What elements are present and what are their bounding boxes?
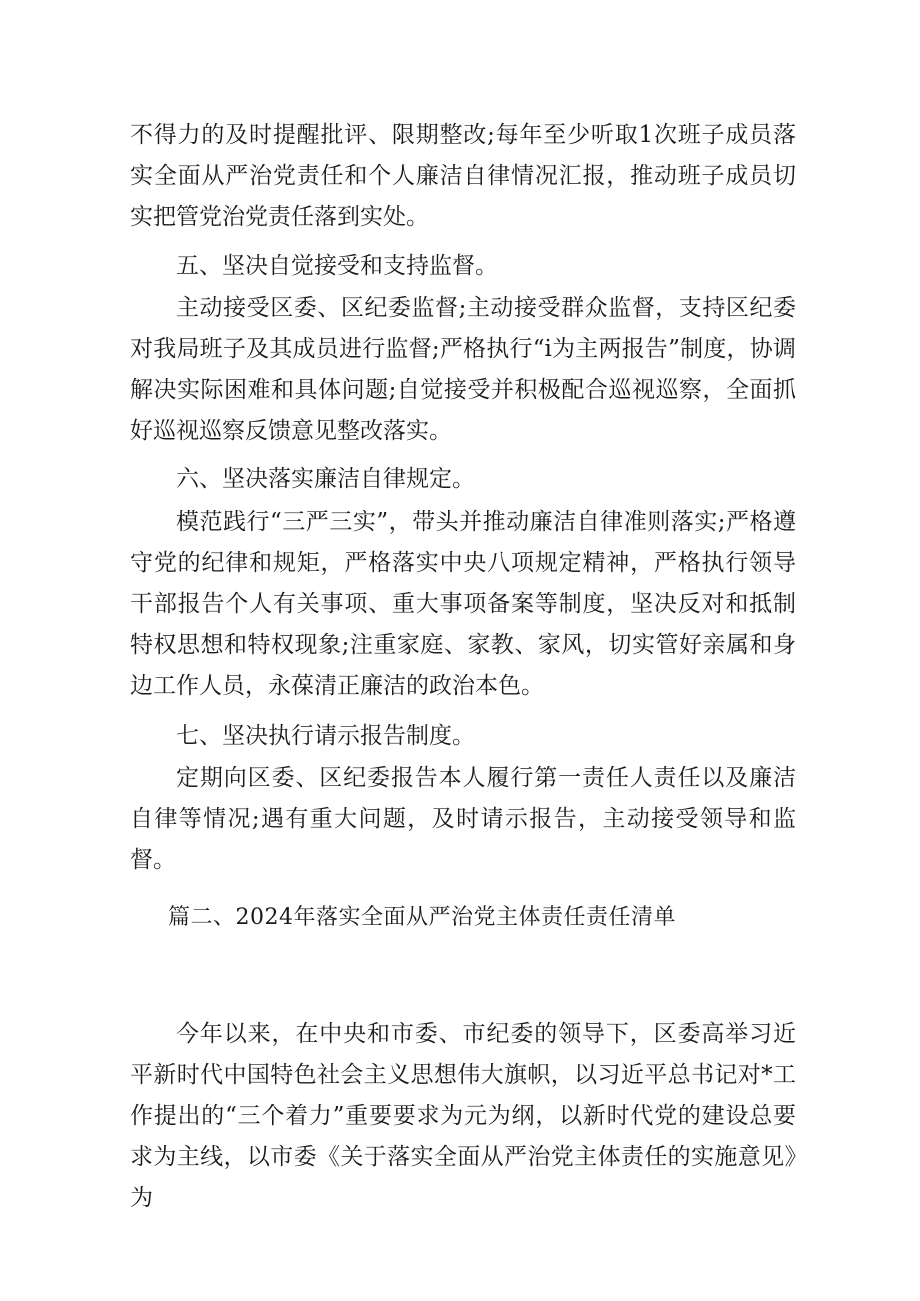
section-title: 篇二、2024年落实全面从严治党主体责任责任清单 bbox=[168, 905, 676, 930]
paragraph-item-7: 定期向区委、区纪委报告本人履行第一责任人责任以及廉洁自律等情况;遇有重大问题，及时请示报告，主动接受领导和监督。 bbox=[130, 765, 796, 873]
heading-item-6: 六、坚决落实廉洁自律规定。 bbox=[176, 466, 475, 492]
heading-item-7: 七、坚决执行请示报告制度。 bbox=[176, 723, 475, 749]
heading-item-5: 五、坚决自觉接受和支持监督。 bbox=[176, 253, 498, 279]
paragraph-item-6: 模范践行“三严三实”，带头并推动廉洁自律准则落实;严格遵守党的纪律和规矩，严格落实中央八项规定精神，严格执行领导干部报告个人有关事项、重大事项备案等制度，坚决反对和抵制特权思想和特权现象;注重家庭、家教、家风，切实管好亲属和身边工作人员，永葆清正廉洁的政治本色。 bbox=[130, 509, 796, 699]
paragraph-continuation: 不得力的及时提醒批评、限期整改;每年至少听取1次班子成员落实全面从严治党责任和个人廉洁自律情况汇报，推动班子成员切实把管党治党责任落到实处。 bbox=[130, 122, 796, 230]
paragraph-intro: 今年以来，在中央和市委、市纪委的领导下，区委高举习近平新时代中国特色社会主义思想伟大旗帜，以习近平总书记对*工作提出的“三个着力”重要要求为元为纲，以新时代党的建设总要求为主线，以市委《关于落实全面从严治党主体责任的实施意见》为 bbox=[130, 1021, 796, 1211]
paragraph-item-5: 主动接受区委、区纪委监督;主动接受群众监督，支持区纪委对我局班子及其成员进行监督;严格执行“i为主两报告”制度，协调解决实际困难和具体问题;自觉接受并积极配合巡视巡察，全面抓好巡视巡察反馈意见整改落实。 bbox=[130, 295, 796, 444]
